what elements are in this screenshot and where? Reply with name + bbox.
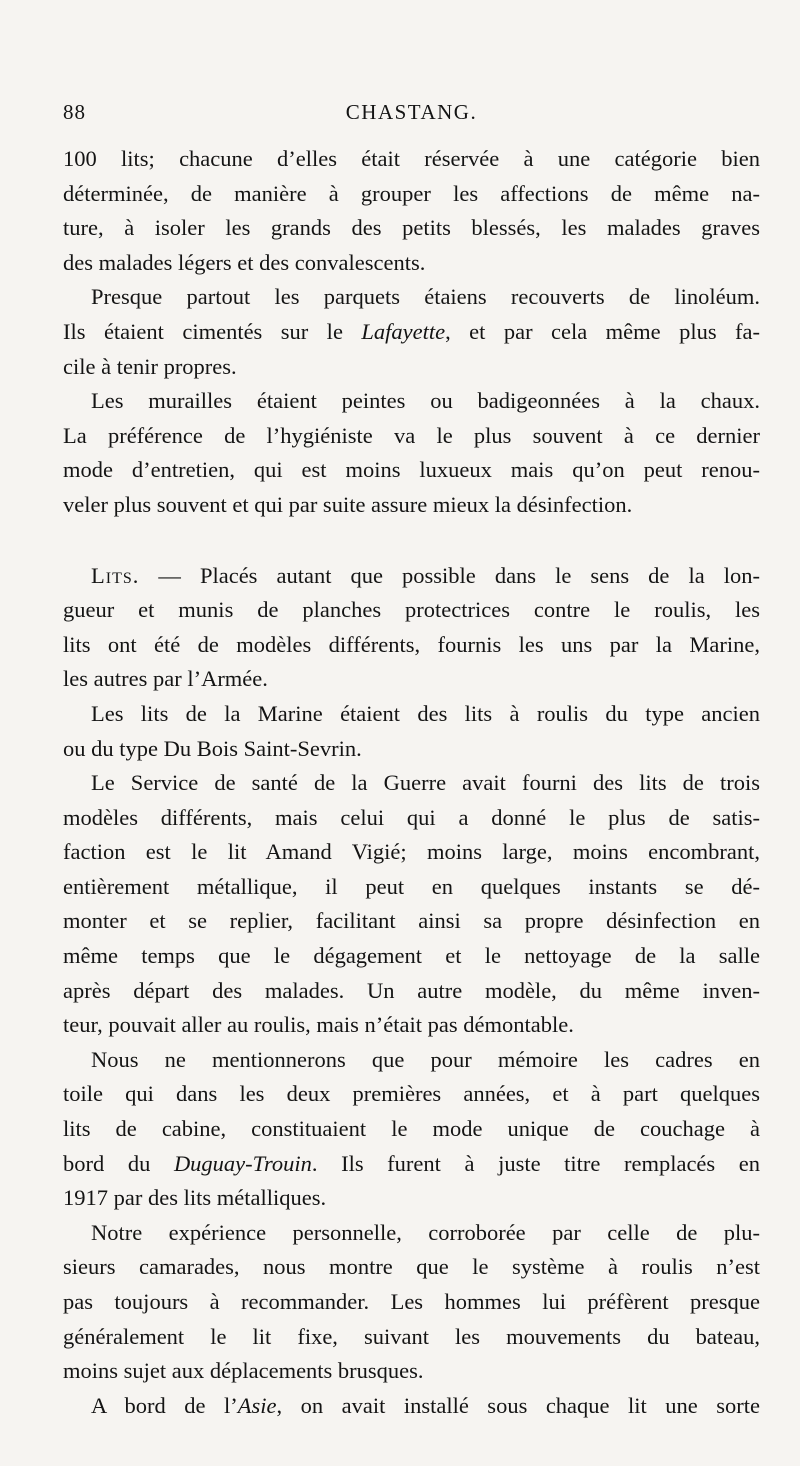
text-line	[63, 1354, 760, 1389]
text-line	[63, 280, 760, 315]
text-line	[63, 350, 760, 385]
text-line	[63, 766, 760, 801]
text-line	[63, 662, 760, 697]
text-run: . Ils furent à juste titre remplacés en	[311, 1150, 761, 1176]
text-run: déterminée, de manière à grouper les affections de même na-	[63, 180, 760, 206]
text-line	[63, 246, 760, 281]
text-run: des malades légers et des convalescents.	[63, 249, 426, 275]
text-run: après départ des malades. Un autre modèle, du même inven-	[63, 977, 760, 1003]
text-run: Les lits de la Marine étaient des lits à roulis du type ancien	[91, 700, 760, 726]
text-line	[63, 939, 760, 974]
text-run: ture, à isoler les grands des petits blessés, les malades graves	[63, 215, 760, 241]
text-run: Ils étaient cimentés sur le	[63, 318, 362, 344]
text-line	[63, 384, 760, 419]
text-run: 1917 par des lits métalliques.	[63, 1185, 327, 1211]
text-run: teur, pouvait aller au roulis, mais n’était pas démontable.	[63, 1012, 574, 1038]
text-line	[63, 697, 760, 732]
text-line	[63, 1285, 760, 1320]
text-line	[63, 419, 760, 454]
text-run: Notre expérience personnelle, corroborée par celle de plu-	[91, 1219, 760, 1245]
text-run: généralement le lit fixe, suivant les mouvements du bateau,	[63, 1323, 760, 1349]
text-run: Le Service de santé de la Guerre avait fourni des lits de trois	[91, 770, 760, 796]
text-line	[63, 315, 760, 350]
text-run: gueur et munis de planches protectrices contre le roulis, les	[63, 597, 760, 623]
text-run: La préférence de l’hygiéniste va le plus souvent à ce dernier	[63, 422, 760, 448]
text-line	[63, 142, 760, 177]
text-line	[63, 1320, 760, 1355]
text-run: monter et se replier, facilitant ainsi sa propre désinfection en	[63, 908, 760, 934]
text-run: A bord de l’	[91, 1392, 238, 1418]
text-run: Nous ne mentionnerons que pour mémoire les cadres en	[91, 1046, 760, 1072]
text-run: cile à tenir propres.	[63, 353, 237, 379]
text-run: modèles différents, mais celui qui a donné le plus de satis-	[63, 804, 760, 830]
section-heading: Lits.	[91, 562, 140, 588]
text-line	[63, 1077, 760, 1112]
running-title: CHASTANG.	[345, 100, 478, 124]
italic-ship-name: Lafayette	[361, 318, 446, 344]
italic-ship-name: Asie	[237, 1392, 277, 1418]
text-line	[63, 904, 760, 939]
text-line	[63, 1112, 760, 1147]
text-run: 100 lits; chacune d’elles était réservée à une catégorie bien	[63, 146, 760, 171]
text-line	[63, 177, 760, 212]
text-run: lits ont été de modèles différents, fournis les uns par la Marine,	[63, 631, 760, 657]
text-run: toile qui dans les deux premières années, et à part quelques	[63, 1081, 760, 1107]
text-line	[63, 1147, 760, 1182]
text-line	[63, 211, 760, 246]
text-line	[63, 835, 760, 870]
text-line	[63, 1043, 760, 1078]
text-line	[63, 593, 760, 628]
text-run: , on avait installé sous chaque lit une sorte	[276, 1392, 760, 1418]
text-line	[63, 559, 760, 594]
text-run: ou du type Du Bois Saint-Sevrin.	[63, 735, 362, 761]
text-run: Les murailles étaient peintes ou badigeonnées à la chaux.	[91, 388, 760, 414]
text-run: — Placés autant que possible dans le sens de la lon-	[139, 562, 760, 588]
italic-ship-name: Duguay-Trouin	[173, 1150, 312, 1176]
text-line	[63, 1250, 760, 1285]
text-run: même temps que le dégagement et le nettoyage de la salle	[63, 943, 760, 969]
text-line	[63, 488, 760, 523]
text-run: moins sujet aux déplacements brusques.	[63, 1358, 424, 1384]
text-run: entièrement métallique, il peut en quelques instants se dé-	[63, 873, 760, 899]
text-run: bord du	[63, 1150, 174, 1176]
text-run: faction est le lit Amand Vigié; moins large, moins encombrant,	[63, 839, 760, 865]
text-run: mode d’entretien, qui est moins luxueux mais qu’on peut renou-	[63, 457, 760, 483]
text-line	[63, 801, 760, 836]
section-gap	[63, 523, 760, 559]
text-run: lits de cabine, constituaient le mode unique de couchage à	[63, 1116, 760, 1142]
text-run: , et par cela même plus fa-	[445, 318, 761, 344]
text-run: sieurs camarades, nous montre que le système à roulis n’est	[63, 1254, 760, 1280]
text-line	[63, 870, 760, 905]
text-run: Presque partout les parquets étaiens recouverts de linoléum.	[91, 284, 760, 310]
text-line	[63, 732, 760, 767]
text-line	[63, 974, 760, 1009]
text-line	[63, 453, 760, 488]
text-run: les autres par l’Armée.	[63, 666, 268, 692]
text-run: veler plus souvent et qui par suite assure mieux la désinfection.	[63, 491, 633, 517]
text-line	[63, 1181, 760, 1216]
page-number: 88	[63, 100, 86, 124]
text-run: pas toujours à recommander. Les hommes lui préfèrent presque	[63, 1289, 760, 1314]
body-text	[63, 142, 760, 1423]
running-head	[63, 100, 760, 132]
text-line	[63, 1008, 760, 1043]
text-line	[63, 1389, 760, 1424]
text-line	[63, 1216, 760, 1251]
text-line	[63, 628, 760, 663]
